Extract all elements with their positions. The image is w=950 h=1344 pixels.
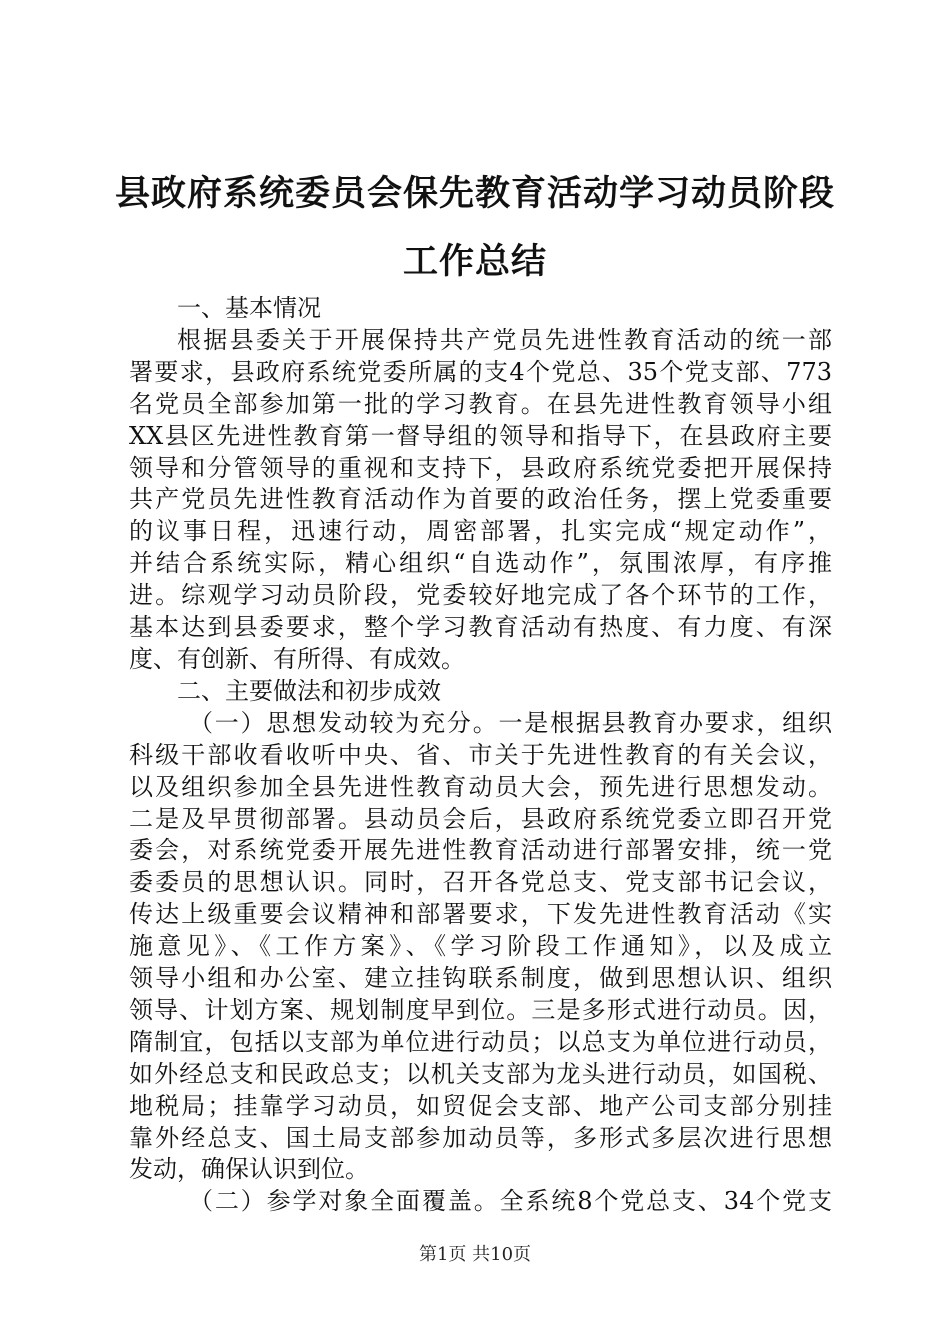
text-line: （二）参学对象全面覆盖。全系统8个党总支、34个党支 — [189, 1187, 832, 1216]
text-line: 隋制宜，包括以支部为单位进行动员；以总支为单位进行动员， — [129, 1027, 832, 1056]
title-line-2: 工作总结 — [402, 241, 547, 282]
text-line: 地税局；挂靠学习动员，如贸促会支部、地产公司支部分别挂 — [129, 1091, 832, 1120]
text-line: 科级干部收看收听中央、省、市关于先进性教育的有关会议， — [129, 740, 832, 769]
text-line: 并结合系统实际，精心组织“自选动作”，氛围浓厚，有序推 — [129, 549, 832, 578]
text-line: 共产党员先进性教育活动作为首要的政治任务，摆上党委重要 — [129, 485, 832, 514]
text-line: （一）思想发动较为充分。一是根据县教育办要求，组织 — [189, 708, 832, 737]
text-line: 进。综观学习动员阶段，党委较好地完成了各个环节的工作， — [129, 581, 832, 610]
text-line: 的议事日程，迅速行动，周密部署，扎实完成“规定动作”， — [129, 517, 832, 546]
text-line: XX县区先进性教育第一督导组的领导和指导下，在县政府主要 — [129, 421, 832, 450]
text-line: 根据县委关于开展保持共产党员先进性教育活动的统一部 — [177, 325, 832, 354]
text-line: 领导小组和办公室、建立挂钩联系制度，做到思想认识、组织 — [129, 964, 832, 993]
text-line: 二是及早贯彻部署。县动员会后，县政府系统党委立即召开党 — [129, 804, 832, 833]
document-body — [129, 293, 832, 1218]
text-line: 委委员的思想认识。同时，召开各党总支、党支部书记会议， — [129, 868, 832, 897]
text-line: 如外经总支和民政总支；以机关支部为龙头进行动员，如国税、 — [129, 1059, 832, 1088]
text-line: 发动，确保认识到位。 — [129, 1155, 369, 1184]
text-line: 度、有创新、有所得、有成效。 — [129, 644, 465, 673]
text-line: 领导、计划方案、规划制度早到位。三是多形式进行动员。因， — [129, 995, 832, 1024]
text-line: 一、基本情况 — [177, 294, 321, 322]
text-line: 传达上级重要会议精神和部署要求，下发先进性教育活动《实 — [129, 900, 832, 929]
text-line: 靠外经总支、国土局支部参加动员等，多形式多层次进行思想 — [129, 1123, 832, 1152]
text-line: 二、主要做法和初步成效 — [177, 676, 441, 705]
text-line: 署要求，县政府系统党委所属的支4个党总、35个党支部、773 — [129, 357, 832, 386]
text-line: 基本达到县委要求，整个学习教育活动有热度、有力度、有深 — [129, 613, 832, 642]
text-line: 委会，对系统党委开展先进性教育活动进行部署安排，统一党 — [129, 836, 832, 865]
page-footer: 第1页 共10页 — [418, 1244, 532, 1265]
text-line: 以及组织参加全县先进性教育动员大会，预先进行思想发动。 — [129, 772, 832, 801]
document-title — [100, 160, 850, 296]
text-line: 名党员全部参加第一批的学习教育。在县先进性教育领导小组 — [129, 389, 832, 418]
text-line: 领导和分管领导的重视和支持下，县政府系统党委把开展保持 — [129, 453, 832, 482]
title-line-1: 县政府系统委员会保先教育活动学习动员阶段 — [114, 173, 835, 214]
text-line: 施意见》、《工作方案》、《学习阶段工作通知》，以及成立 — [129, 932, 832, 961]
